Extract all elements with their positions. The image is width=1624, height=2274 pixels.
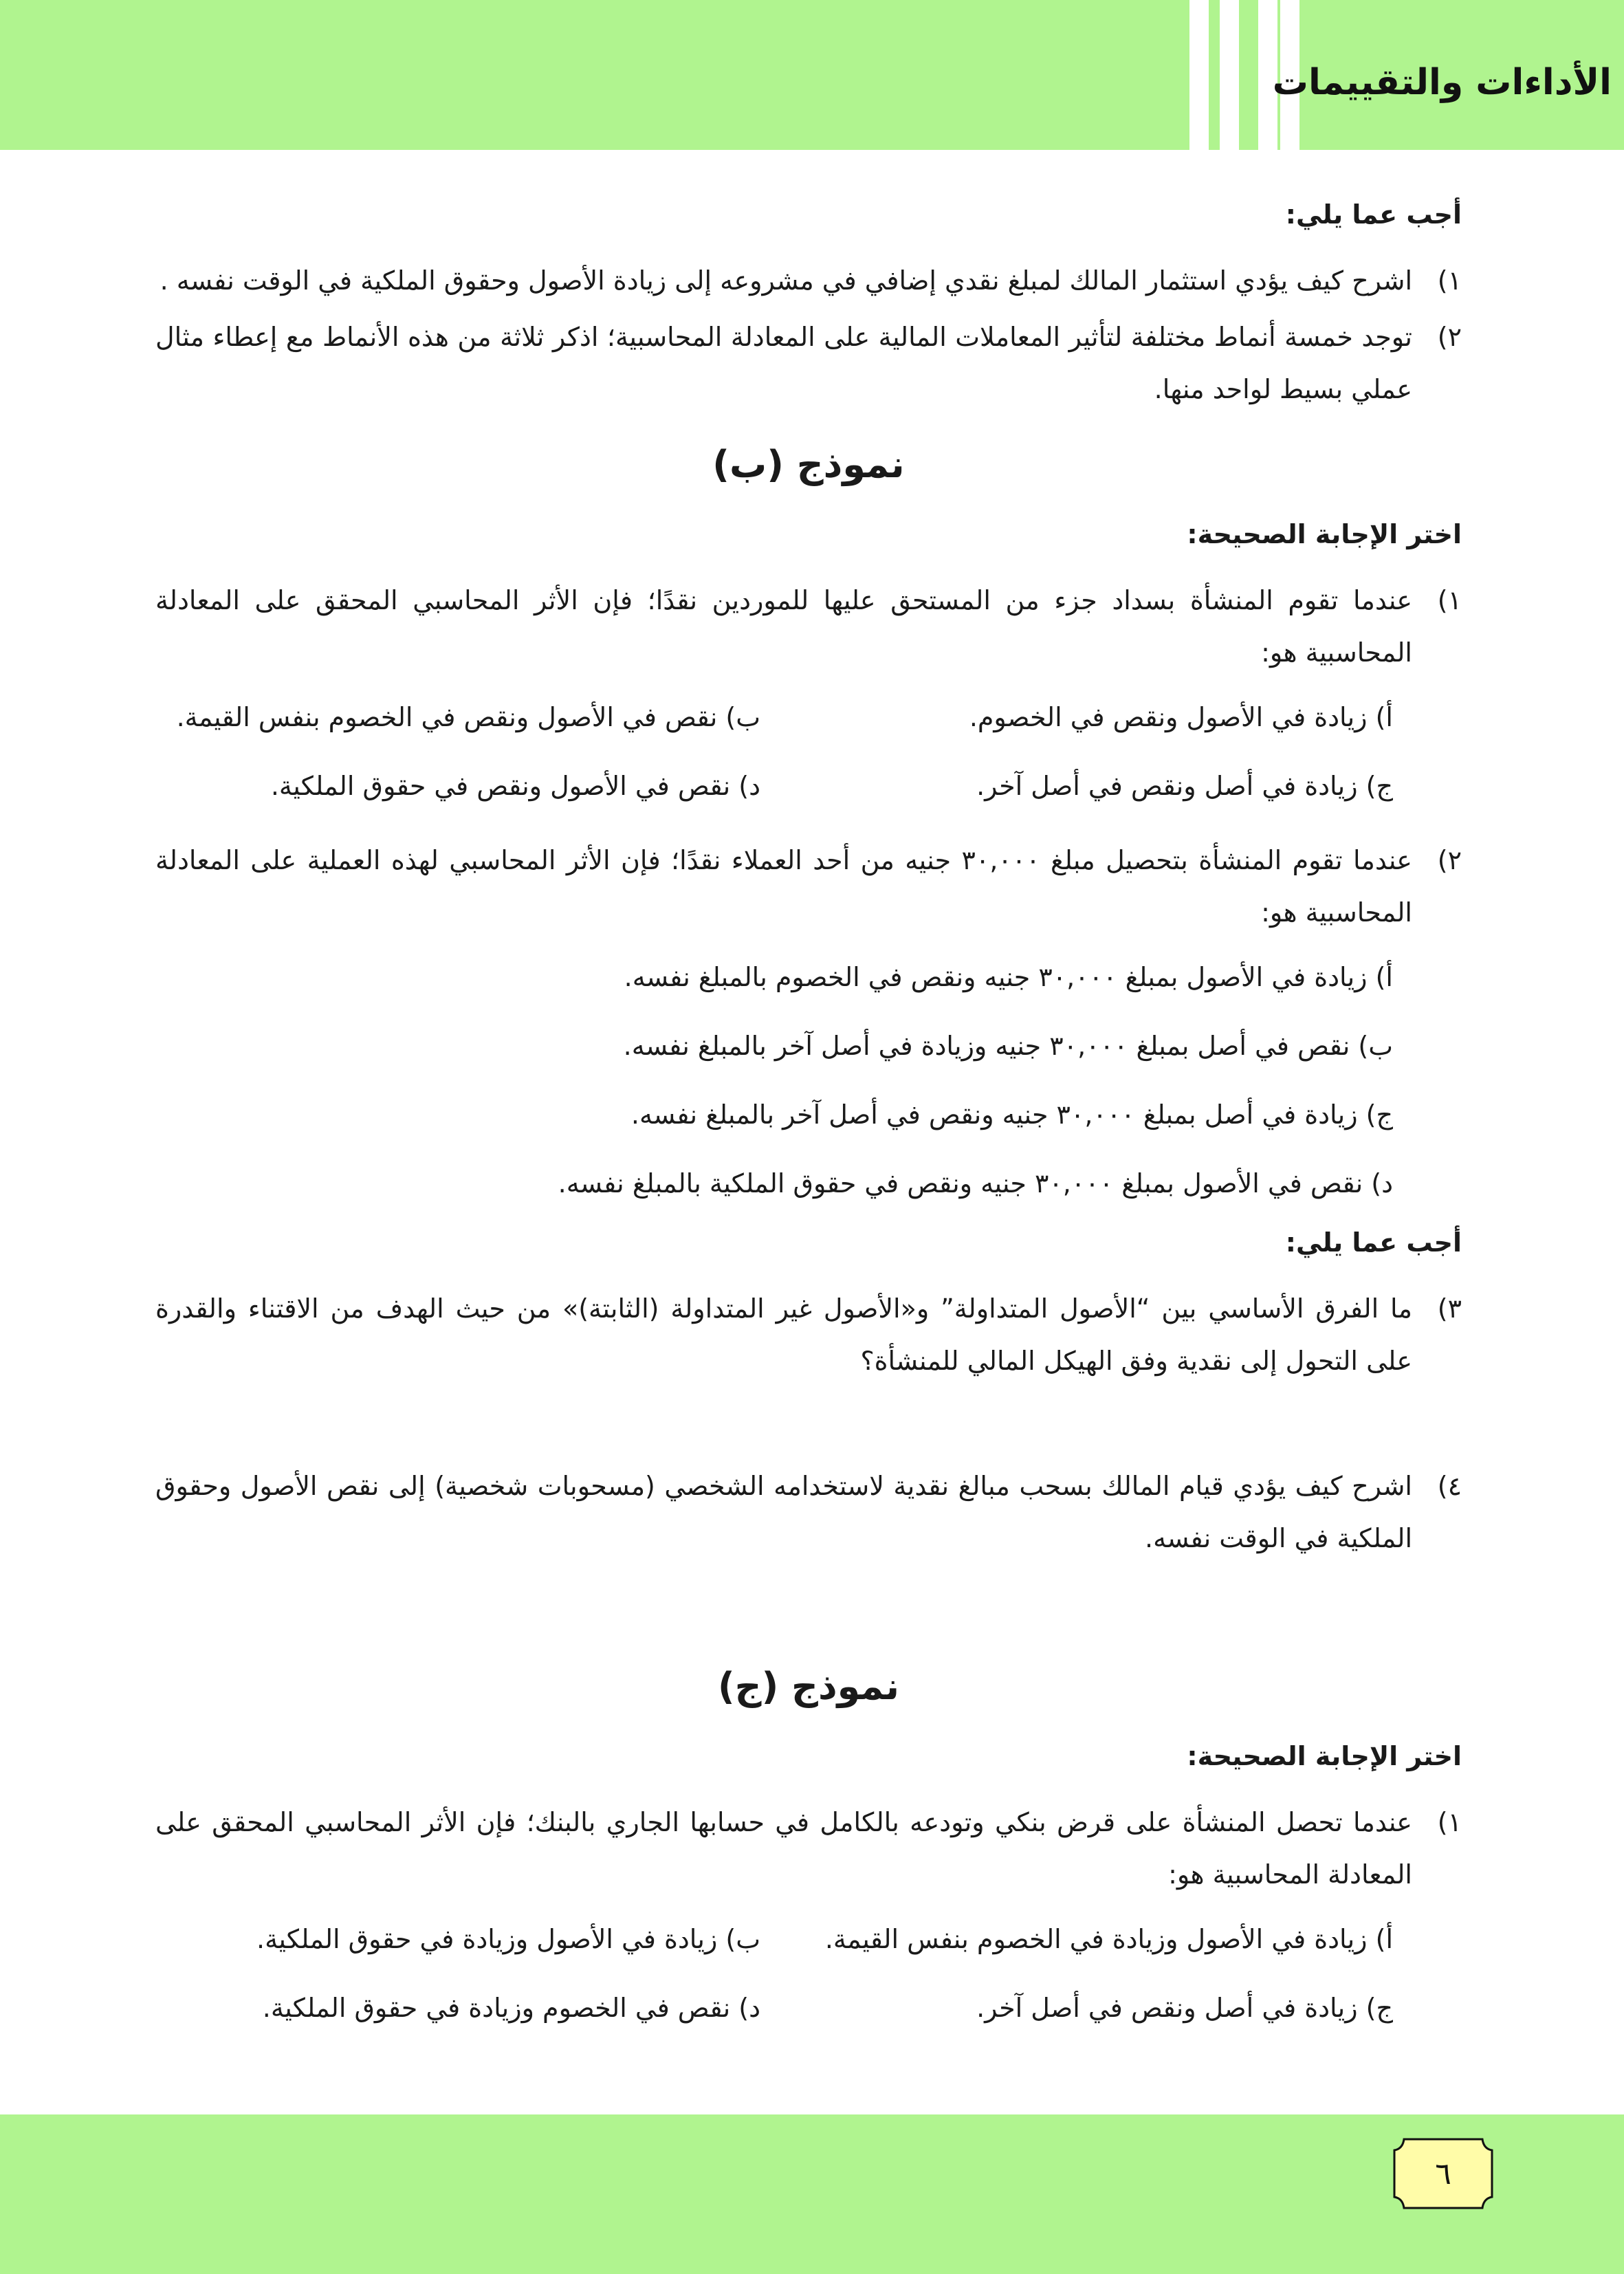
page-content xyxy=(155,193,1462,2042)
question-item xyxy=(155,1282,1462,1387)
options-grid xyxy=(155,1905,1462,2042)
header-band xyxy=(0,0,1624,150)
options-grid xyxy=(155,683,1462,820)
question-item xyxy=(155,574,1462,679)
question-item xyxy=(155,254,1462,307)
question-item xyxy=(155,1460,1462,1564)
question-text: عندما تقوم المنشأة بتحصيل مبلغ ٣٠,٠٠٠ جنيه من أحد العملاء نقدًا؛ فإن الأثر المحاسبي لهذه العملية على المعادلة المحاسبية هو: xyxy=(155,845,1412,928)
answer-label: أجب عما يلي: xyxy=(1285,1227,1462,1258)
question-item xyxy=(155,834,1462,939)
option-a: أ) زيادة في الأصول ونقص في الخصوم. xyxy=(969,702,1393,732)
model-c-title: نموذج (ج) xyxy=(717,1665,900,1708)
question-number: ١) xyxy=(1437,265,1462,296)
question-number: ١) xyxy=(1437,1807,1462,1837)
option-a: أ) زيادة في الأصول بمبلغ ٣٠,٠٠٠ جنيه ونقص في الخصوم بالمبلغ نفسه. xyxy=(624,962,1393,992)
question-text: توجد خمسة أنماط مختلفة لتأثير المعاملات المالية على المعادلة المحاسبية؛ اذكر ثلاثة من هذه الأنماط مع إعطاء مثال عملي بسيط لواحد منها. xyxy=(155,322,1412,404)
question-number: ٢) xyxy=(1437,322,1462,352)
page-number-badge xyxy=(1392,2136,1495,2211)
model-b-title: نموذج (ب) xyxy=(712,443,905,486)
option-a: أ) زيادة في الأصول وزيادة في الخصوم بنفس القيمة. xyxy=(824,1924,1393,1954)
option-b: ب) نقص في الأصول ونقص في الخصوم بنفس القيمة. xyxy=(176,702,760,732)
question-item xyxy=(155,1796,1462,1901)
question-number: ٤) xyxy=(1437,1471,1462,1501)
answer-label: أجب عما يلي: xyxy=(1285,199,1462,230)
question-text: عندما تقوم المنشأة بسداد جزء من المستحق عليها للموردين نقدًا؛ فإن الأثر المحاسبي المحقق على المعادلة المحاسبية هو: xyxy=(155,585,1412,668)
option-d: د) نقص في الخصوم وزيادة في حقوق الملكية. xyxy=(262,1993,760,2023)
choose-label: اختر الإجابة الصحيحة: xyxy=(1187,519,1462,549)
option-c: ج) زيادة في أصل ونقص في أصل آخر. xyxy=(976,771,1393,801)
option-b: ب) نقص في أصل بمبلغ ٣٠,٠٠٠ جنيه وزيادة في أصل آخر بالمبلغ نفسه. xyxy=(623,1031,1393,1061)
option-c: ج) زيادة في أصل ونقص في أصل آخر. xyxy=(976,1993,1393,2023)
footer-band xyxy=(0,2114,1624,2274)
question-text: ما الفرق الأساسي بين “الأصول المتداولة” و«الأصول غير المتداولة (الثابتة)» من حيث الهدف من الاقتناء والقدرة على التحول إلى نقدية وفق الهيكل المالي للمنشأة؟ xyxy=(155,1293,1412,1376)
header-stripe xyxy=(1220,0,1239,150)
question-number: ٢) xyxy=(1437,845,1462,875)
page-number: ٦ xyxy=(1435,2156,1451,2191)
question-item xyxy=(155,311,1462,415)
option-c: ج) زيادة في أصل بمبلغ ٣٠,٠٠٠ جنيه ونقص في أصل آخر بالمبلغ نفسه. xyxy=(630,1100,1393,1130)
question-number: ١) xyxy=(1437,585,1462,615)
question-text: اشرح كيف يؤدي استثمار المالك لمبلغ نقدي إضافي في مشروعه إلى زيادة الأصول وحقوق الملكية في الوقت نفسه . xyxy=(160,265,1412,296)
option-b: ب) زيادة في الأصول وزيادة في حقوق الملكية. xyxy=(256,1924,760,1954)
option-d: د) نقص في الأصول بمبلغ ٣٠,٠٠٠ جنيه ونقص في حقوق الملكية بالمبلغ نفسه. xyxy=(558,1168,1393,1199)
question-number: ٣) xyxy=(1437,1293,1462,1324)
choose-label: اختر الإجابة الصحيحة: xyxy=(1187,1741,1462,1771)
question-text: عندما تحصل المنشأة على قرض بنكي وتودعه بالكامل في حسابها الجاري بالبنك؛ فإن الأثر المحاسبي المحقق على المعادلة المحاسبية هو: xyxy=(155,1807,1412,1890)
question-text: اشرح كيف يؤدي قيام المالك بسحب مبالغ نقدية لاستخدامه الشخصي (مسحوبات شخصية) إلى نقص الأصول وحقوق الملكية في الوقت نفسه. xyxy=(155,1471,1412,1553)
header-stripe xyxy=(1189,0,1209,150)
options-list xyxy=(155,943,1462,1218)
page-title: الأداءات والتقييمات xyxy=(1272,62,1612,103)
option-d: د) نقص في الأصول ونقص في حقوق الملكية. xyxy=(270,771,760,801)
